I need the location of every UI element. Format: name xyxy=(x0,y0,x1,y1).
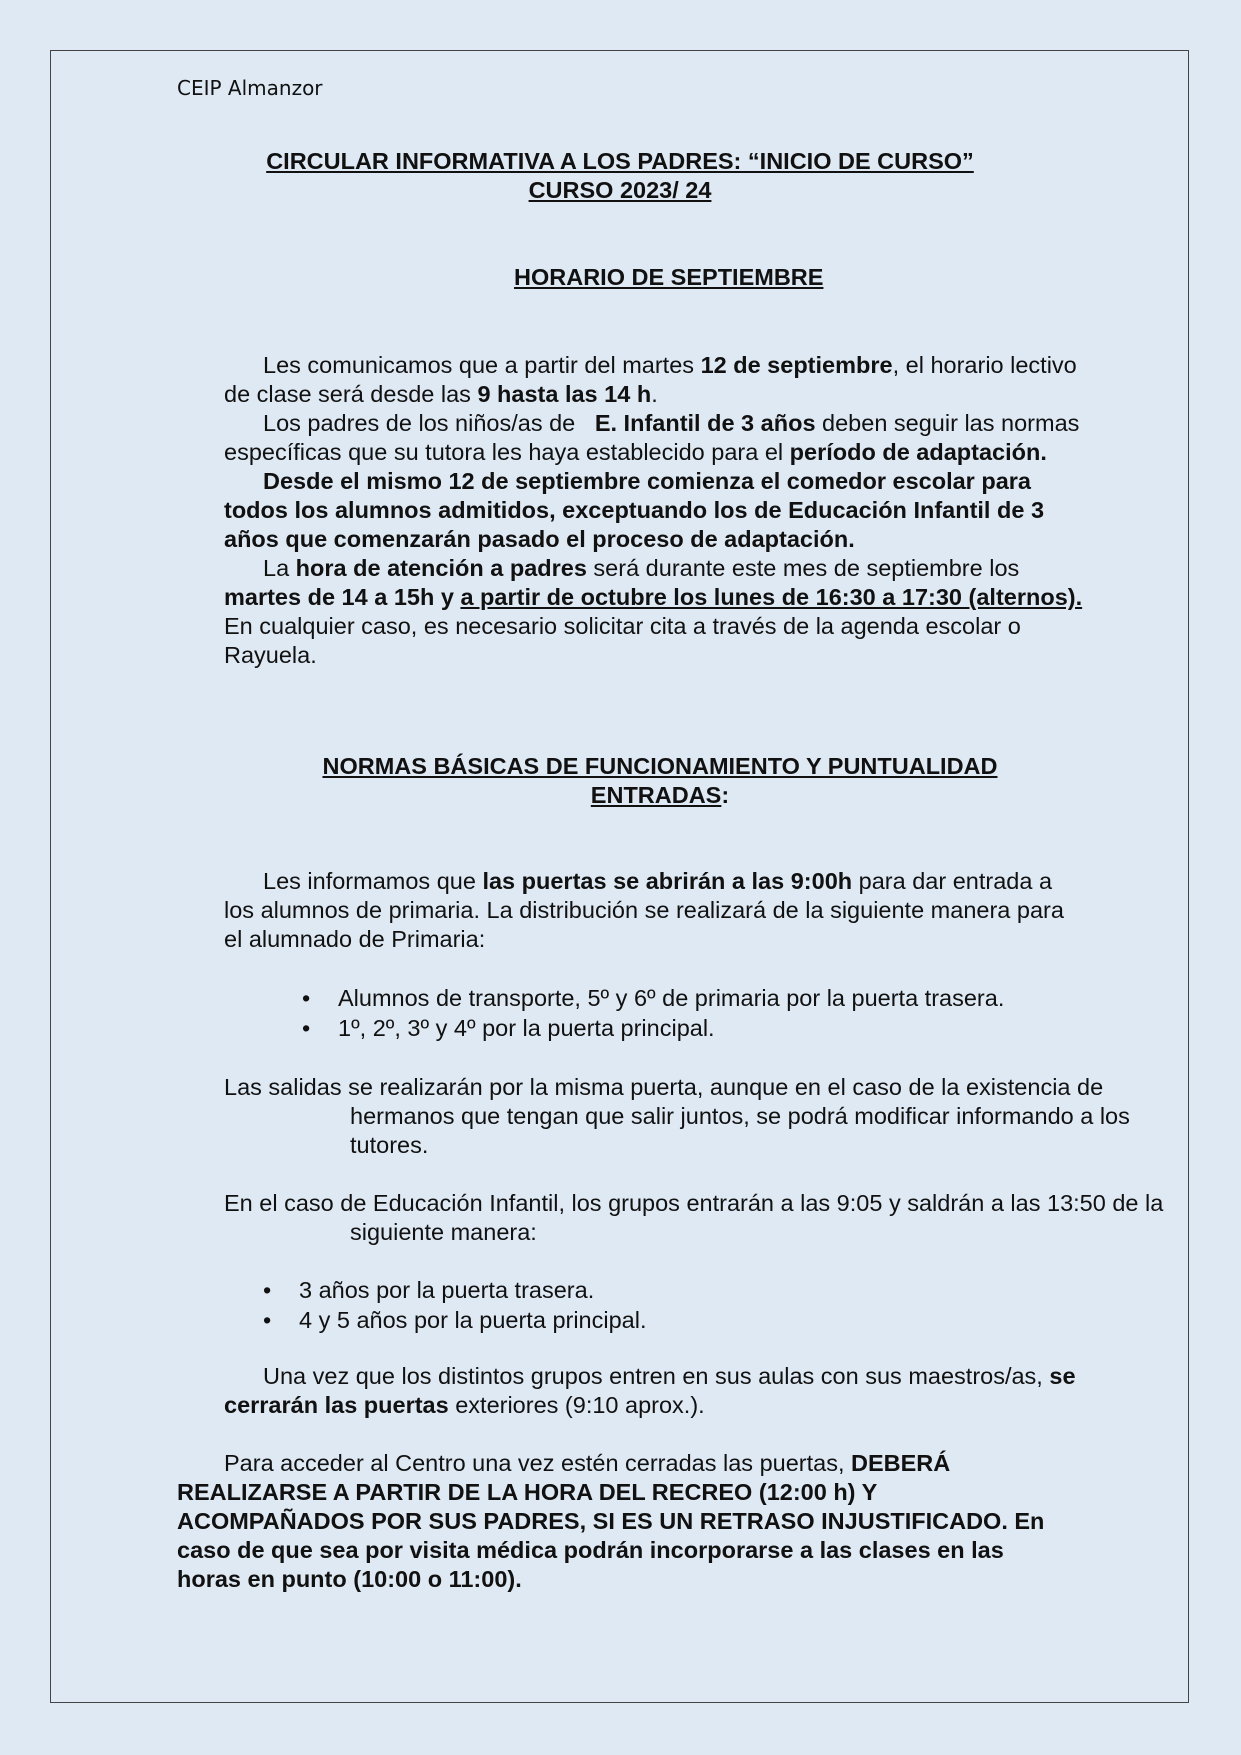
list-item: • 3 años por la puerta trasera. xyxy=(299,1275,647,1305)
text: La xyxy=(263,555,296,581)
text: Les informamos que xyxy=(263,868,483,894)
heading-line-2: ENTRADAS xyxy=(590,782,722,808)
section-heading-normas xyxy=(200,752,1120,810)
page-title xyxy=(140,147,1100,205)
paragraph-salidas: Las salidas se realizarán por la misma puerta, aunque en el caso de la existencia de hermanos que tengan que salir juntos, se podrá modificar informando a los tutores. xyxy=(224,1074,1130,1158)
bold-text: se cerrarán las puertas xyxy=(224,1363,1076,1418)
heading-colon: : xyxy=(721,782,730,808)
paragraph-acceso xyxy=(177,1449,1057,1594)
bold-text: las puertas se abrirán a las 9:00h xyxy=(482,868,853,894)
title-line-1: CIRCULAR INFORMATIVA A LOS PADRES: “INICIO DE CURSO” xyxy=(266,148,974,174)
bold-text: E. Infantil de 3 años xyxy=(594,410,816,436)
list-item: • 4 y 5 años por la puerta principal. xyxy=(299,1305,647,1335)
bold-underlined-text: a partir de octubre los lunes de 16:30 a 17:30 (alternos). xyxy=(460,584,1083,610)
text: para dar entrada a los alumnos de primaria. La distribución se realizará de la siguiente manera para el alumnado de Primaria: xyxy=(224,868,1064,952)
paragraph-infantil: En el caso de Educación Infantil, los grupos entrarán a las 9:05 y saldrán a las 13:50 de la siguiente manera: xyxy=(224,1190,1164,1245)
section-heading-horario: HORARIO DE SEPTIEMBRE xyxy=(514,264,824,290)
text: exteriores (9:10 aprox.). xyxy=(448,1392,705,1418)
bold-text: Desde el mismo 12 de septiembre comienza el comedor escolar para todos los alumnos admitidos, exceptuando los de Educación Infantil de 3 años que comenzarán pasado el proceso de adaptación. xyxy=(224,468,1045,552)
paragraph-cierre xyxy=(224,1362,1084,1420)
text: Los padres de los niños/as de xyxy=(263,410,595,436)
text: deben seguir las normas específicas que su tutora les haya establecido para el xyxy=(224,410,1080,465)
school-name: CEIP Almanzor xyxy=(177,76,323,100)
bold-text: período de adaptación. xyxy=(789,439,1047,465)
list-infantil xyxy=(299,1275,647,1335)
paragraph xyxy=(224,554,1084,670)
bold-text: DEBERÁ REALIZARSE A PARTIR DE LA HORA DEL RECREO (12:00 h) Y ACOMPAÑADOS POR SUS PADRES, SI ES UN RETRASO INJUSTIFICADO. En caso de que sea por visita médica podrán incorporarse a las clases en las horas en punto (10:00 o 11:00). xyxy=(177,1450,1045,1592)
heading-line-1: NORMAS BÁSICAS DE FUNCIONAMIENTO Y PUNTUALIDAD xyxy=(322,753,998,779)
text: , el horario lectivo de clase será desde las xyxy=(224,352,1077,407)
bold-text: 9 hasta las 14 h xyxy=(477,381,652,407)
text: Les comunicamos que a partir del martes xyxy=(263,352,701,378)
horario-section xyxy=(224,351,1084,670)
title-line-2: CURSO 2023/ 24 xyxy=(528,177,712,203)
paragraph-entradas xyxy=(224,867,1084,954)
bold-text: 12 de septiembre xyxy=(700,352,893,378)
bold-text: hora de atención a padres xyxy=(295,555,587,581)
paragraph xyxy=(224,409,1084,467)
paragraph xyxy=(224,351,1084,409)
text: será durante este mes de septiembre los xyxy=(586,555,1020,581)
text: Una vez que los distintos grupos entren en sus aulas con sus maestros/as, xyxy=(263,1363,1050,1389)
bold-text: martes de 14 a 15h y xyxy=(224,584,461,610)
list-item: • 1º, 2º, 3º y 4º por la puerta principal. xyxy=(338,1013,1004,1043)
paragraph xyxy=(224,467,1084,554)
list-primaria xyxy=(338,983,1004,1043)
text: . xyxy=(651,381,658,407)
text: En cualquier caso, es necesario solicitar cita a través de la agenda escolar o Rayuela. xyxy=(224,613,1021,668)
list-item: • Alumnos de transporte, 5º y 6º de primaria por la puerta trasera. xyxy=(338,983,1004,1013)
text: Para acceder al Centro una vez estén cerradas las puertas, xyxy=(224,1450,852,1476)
